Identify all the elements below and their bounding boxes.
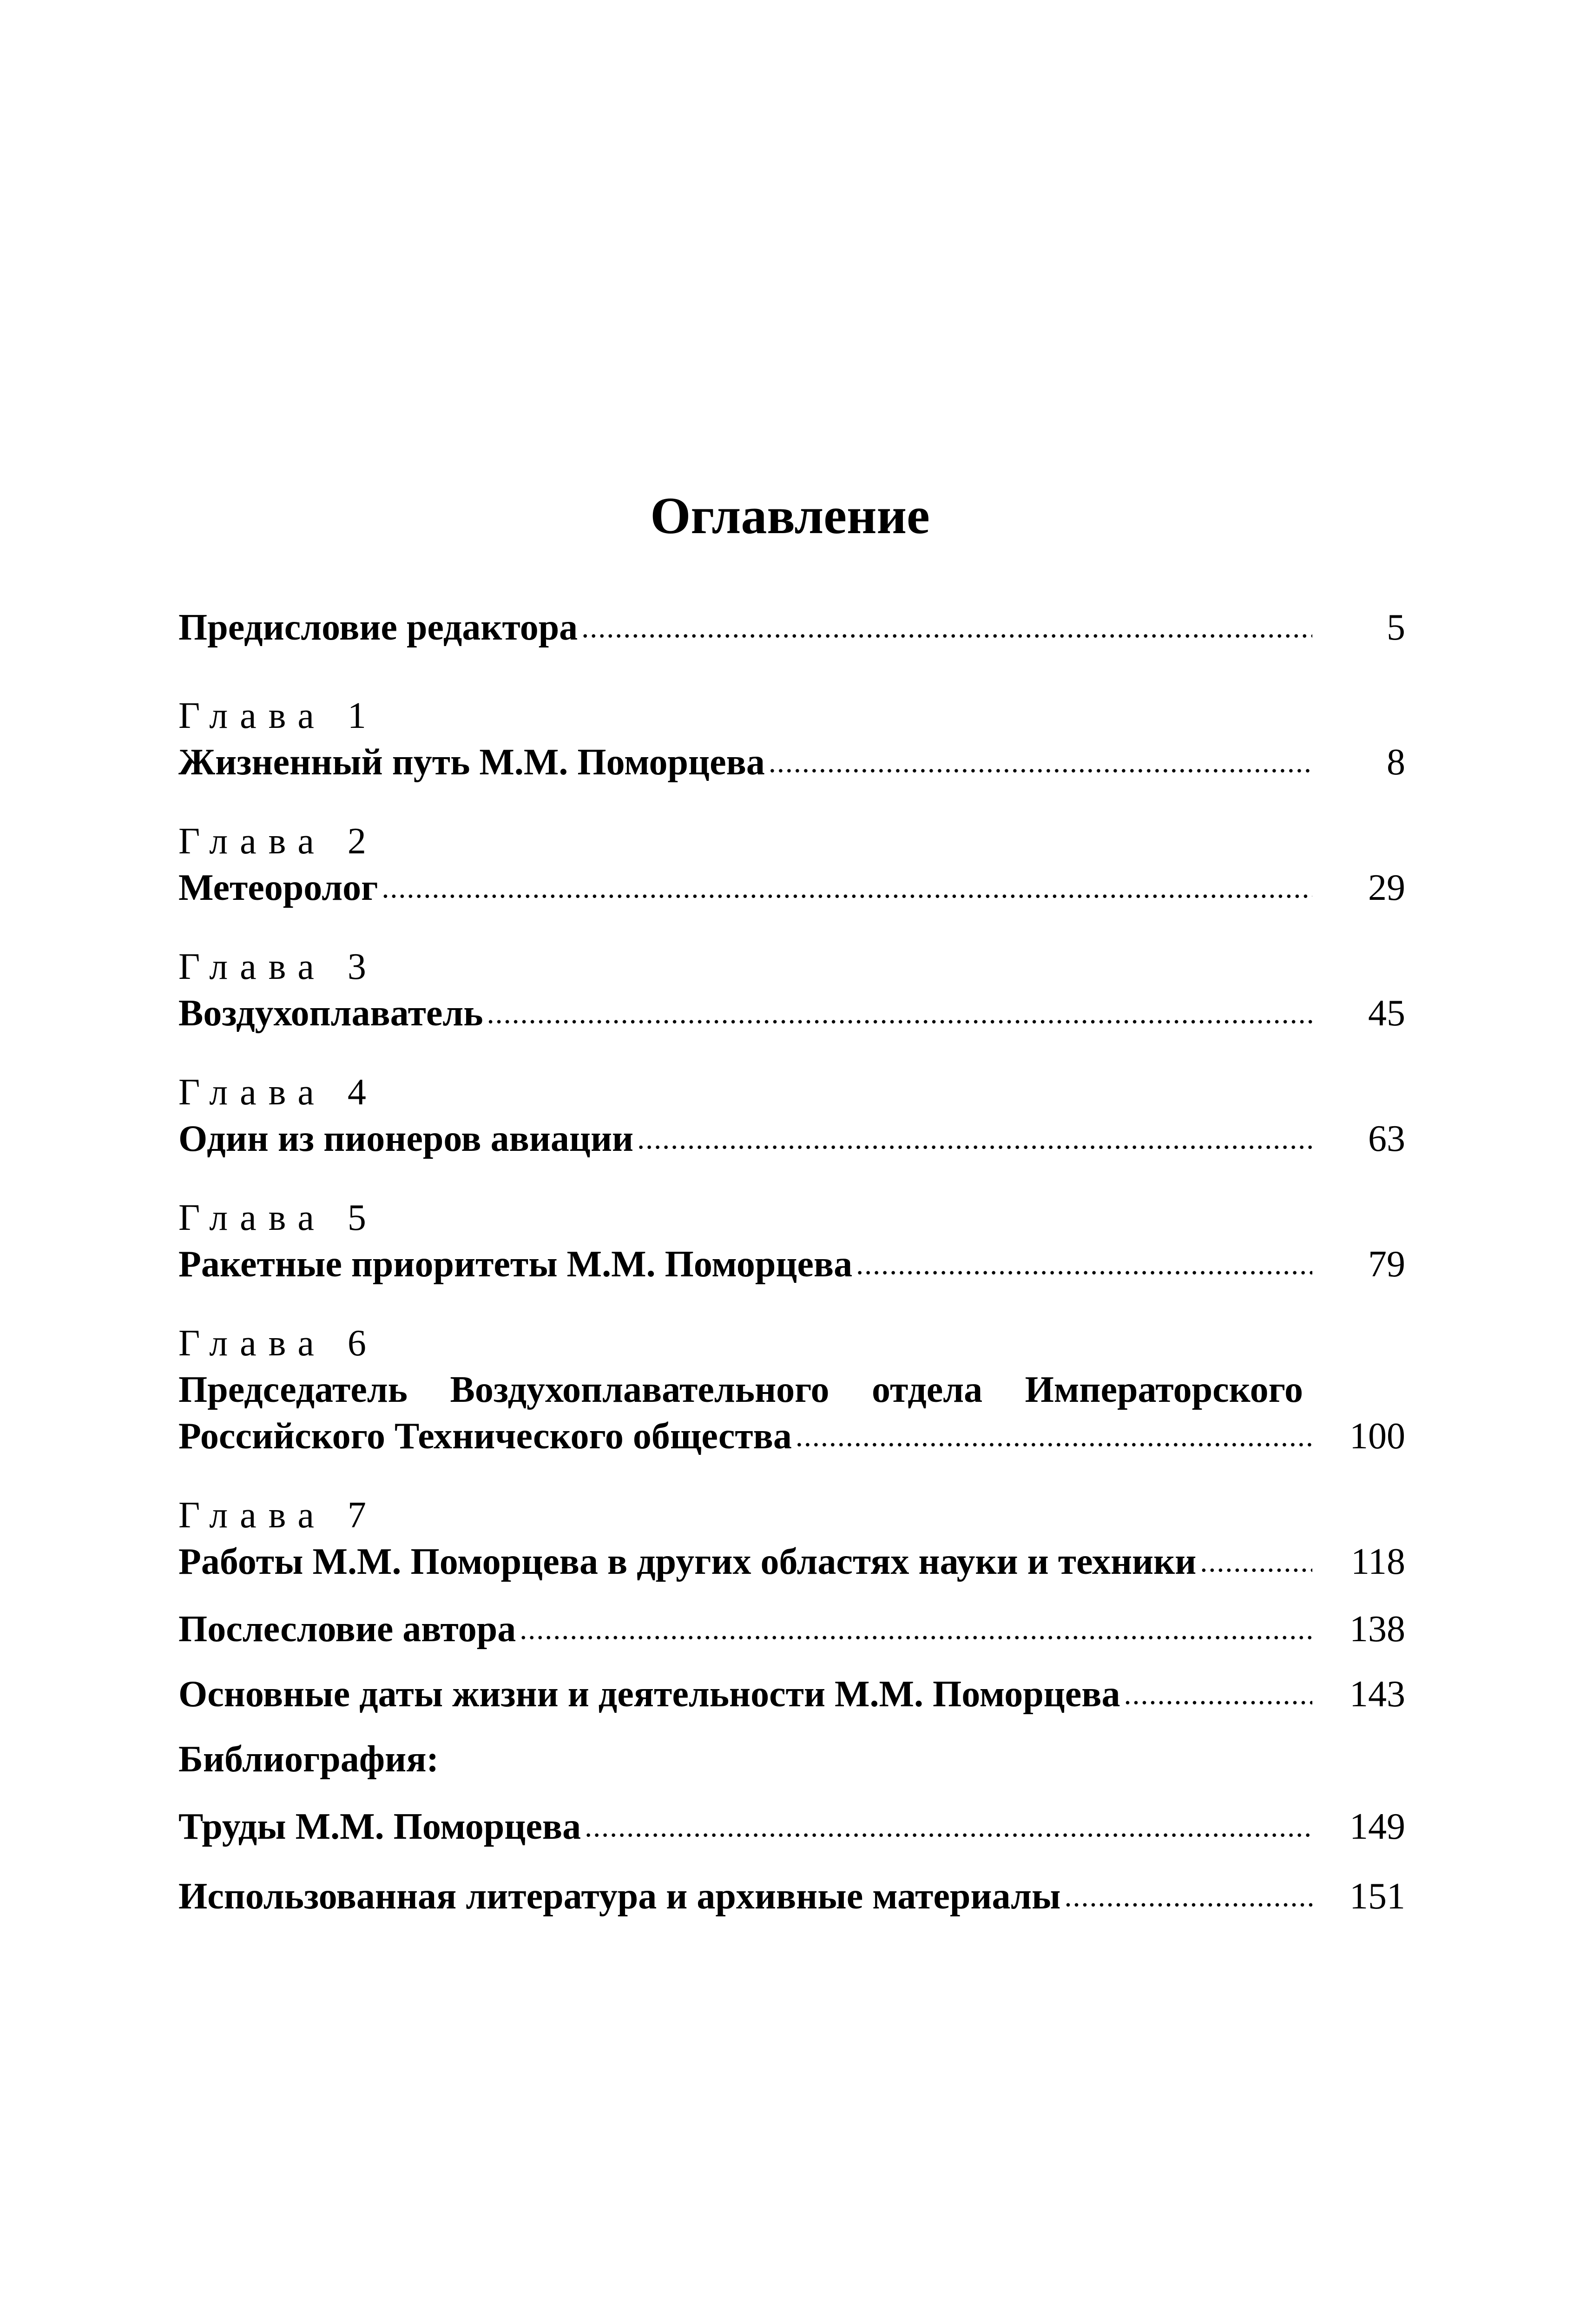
toc-entry-chapter-3 xyxy=(178,944,1405,1037)
toc-page-number: 79 xyxy=(1368,1244,1405,1285)
toc-page-number: 5 xyxy=(1387,607,1405,648)
toc-page-number: 151 xyxy=(1350,1876,1405,1917)
toc-entry-chapter-4 xyxy=(178,1069,1405,1162)
toc-entry-title: Жизненный путь М.М. Поморцева xyxy=(178,742,765,783)
dot-leader xyxy=(637,1116,1312,1162)
chapter-label: Глава 6 xyxy=(178,1323,378,1364)
chapter-label: Глава 7 xyxy=(178,1495,378,1536)
toc-entry-chapter-6 xyxy=(178,1320,1405,1459)
dot-leader xyxy=(585,1803,1312,1850)
chapter-label: Глава 4 xyxy=(178,1072,378,1113)
chapter-label: Глава 5 xyxy=(178,1197,378,1238)
toc-entry-title: Послесловие автора xyxy=(178,1609,516,1650)
dot-leader xyxy=(520,1606,1312,1652)
bibliography-heading: Библиография: xyxy=(178,1739,439,1780)
toc-entry-title: Труды М.М. Поморцева xyxy=(178,1806,581,1847)
toc-entry-chapter-5 xyxy=(178,1195,1405,1287)
dot-leader xyxy=(1124,1671,1312,1717)
dot-leader xyxy=(1200,1538,1312,1585)
dot-leader xyxy=(382,865,1312,911)
toc-entry-title: Метеоролог xyxy=(178,867,378,908)
toc-entry-chapter-7 xyxy=(178,1492,1405,1585)
toc-page-number: 138 xyxy=(1350,1609,1405,1650)
chapter-label: Глава 1 xyxy=(178,695,378,736)
toc-entry-title: Предисловие редактора xyxy=(178,607,578,648)
chapter-label: Глава 3 xyxy=(178,946,378,987)
toc-entry-title-line-2: Российского Технического общества xyxy=(178,1416,792,1457)
toc-entry-chapter-2 xyxy=(178,818,1405,911)
toc-entry-dates xyxy=(178,1671,1405,1717)
dot-leader xyxy=(581,604,1312,651)
toc-page-number: 118 xyxy=(1350,1541,1405,1582)
dot-leader xyxy=(487,990,1312,1037)
toc-entry-chapter-1 xyxy=(178,693,1405,786)
chapter-label: Глава 2 xyxy=(178,821,378,862)
toc-entry-title: Использованная литература и архивные материалы xyxy=(178,1876,1061,1917)
toc-entry-afterword xyxy=(178,1606,1405,1652)
toc-page-number: 143 xyxy=(1350,1674,1405,1715)
toc-entry-title: Ракетные приоритеты М.М. Поморцева xyxy=(178,1244,853,1285)
toc-entry-title-line-1: Председатель Воздухоплавательного отдела Императорского xyxy=(178,1369,1303,1410)
toc-entry-preface xyxy=(178,604,1405,651)
toc-entry-literature xyxy=(178,1873,1405,1920)
toc-page-number: 8 xyxy=(1387,742,1405,783)
toc-entry-title: Основные даты жизни и деятельности М.М. Поморцева xyxy=(178,1674,1120,1715)
toc-page-number: 63 xyxy=(1368,1118,1405,1159)
dot-leader xyxy=(796,1413,1312,1459)
dot-leader xyxy=(769,739,1312,786)
toc-entry-title: Воздухоплаватель xyxy=(178,993,483,1034)
toc-page-number: 29 xyxy=(1368,867,1405,908)
toc-page-number: 45 xyxy=(1368,993,1405,1034)
toc-page-number: 149 xyxy=(1350,1806,1405,1847)
toc-entry-title: Один из пионеров авиации xyxy=(178,1118,634,1159)
page-title: Оглавление xyxy=(650,487,930,545)
dot-leader xyxy=(856,1241,1312,1287)
dot-leader xyxy=(1065,1873,1312,1920)
toc-page-number: 100 xyxy=(1350,1416,1405,1457)
toc-entry-bibliography xyxy=(178,1736,1405,1783)
toc-entry-title: Работы М.М. Поморцева в других областях науки и техники xyxy=(178,1541,1197,1582)
table-of-contents xyxy=(178,604,1405,1920)
toc-entry-works xyxy=(178,1803,1405,1850)
